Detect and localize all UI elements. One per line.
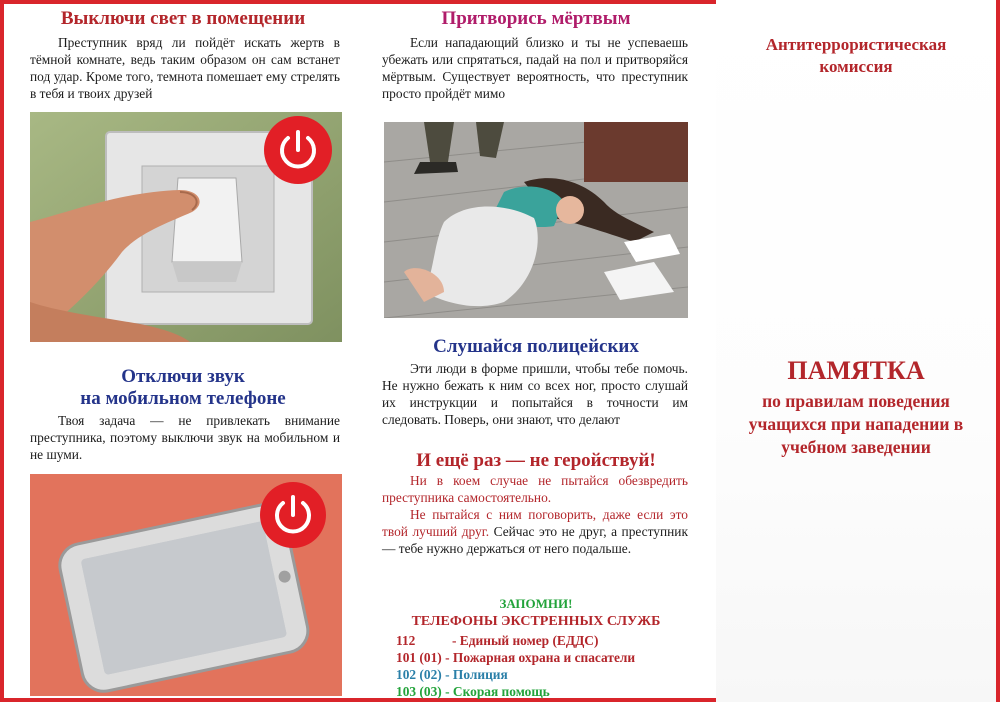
no-heroics-text-2-dark: Сейчас это не друг, а преступник — тебе нужно держаться от него подальше. — [382, 524, 688, 556]
lights-off-title: Выключи свет в помещении — [60, 8, 306, 29]
mute-phone-title-line1: Отключи звук — [121, 366, 245, 387]
emergency-title: ТЕЛЕФОНЫ ЭКСТРЕННЫХ СЛУЖБ — [411, 614, 661, 629]
org-name-line2: комиссия — [819, 57, 893, 76]
emergency-row — [396, 632, 690, 649]
cover-subtitle-line3: учебном заведении — [781, 437, 931, 457]
mute-phone-text: Твоя задача — не привлекать внимание преступника, поэтому выключи звук на мобильном и не шуми. — [30, 413, 340, 462]
cover-subtitle-line2: учащихся при нападении в — [748, 414, 964, 434]
emergency-label: - Пожарная охрана и спасатели — [445, 650, 636, 665]
mute-phone-title-line2: на мобильном телефоне — [80, 388, 286, 409]
obey-police-text: Эти люди в форме пришли, чтобы тебе помочь. Не нужно бежать к ним со всех ног, просто слушай их инструкции и попытайся в точности им следовать. Поверь, они знают, что делают — [382, 361, 688, 427]
lights-off-text: Преступник вряд ли пойдёт искать жертв в тёмной комнате, ведь таким образом он сам встанет под удар. Кроме того, темнота помешает ему стрелять в тебя и твоих друзей — [30, 35, 340, 101]
no-heroics-title: И ещё раз — не геройствуй! — [416, 450, 656, 471]
column-cover — [716, 0, 996, 702]
obey-police-title: Слушайся полицейских — [433, 336, 639, 357]
no-heroics-text-2 — [382, 506, 688, 557]
emergency-row — [396, 666, 690, 683]
emergency-label: - Единый номер (ЕДДС) — [452, 633, 599, 648]
emergency-row — [396, 649, 690, 666]
emergency-number: 112 — [396, 633, 416, 648]
play-dead-title: Притворись мёртвым — [441, 8, 631, 29]
light-switch-illustration — [30, 112, 342, 342]
no-heroics-text-1: Ни в коем случае не пытайся обезвредить преступника самостоятельно. — [382, 473, 688, 505]
column-middle — [382, 0, 690, 702]
power-icon — [260, 482, 326, 548]
play-dead-text: Если нападающий близко и ты не успеваешь убежать или спрятаться, падай на пол и притворяйся мёртвым. Существует вероятность, что преступник просто пройдёт мимо — [382, 35, 688, 101]
emergency-number: 101 (01) — [396, 650, 442, 665]
emergency-phones — [382, 596, 690, 700]
phone-illustration — [30, 474, 342, 696]
cover-title: ПАМЯТКА — [787, 356, 925, 385]
no-heroics-text-2-red: Не пытайся с ним поговорить, даже если это твой лучший друг. — [382, 507, 688, 539]
emergency-number: 102 (02) — [396, 667, 442, 682]
emergency-list — [396, 632, 690, 700]
org-name-line1: Антитеррористическая — [765, 35, 947, 54]
play-dead-illustration — [384, 122, 688, 318]
power-icon — [264, 116, 332, 184]
emergency-label: - Скорая помощь — [445, 684, 550, 699]
emergency-number: 103 (03) — [396, 684, 442, 699]
column-left — [24, 0, 342, 702]
emergency-row — [396, 683, 690, 700]
remember-label: ЗАПОМНИ! — [499, 596, 573, 611]
emergency-label: - Полиция — [445, 667, 508, 682]
cover-subtitle-line1: по правилам поведения — [762, 391, 950, 411]
